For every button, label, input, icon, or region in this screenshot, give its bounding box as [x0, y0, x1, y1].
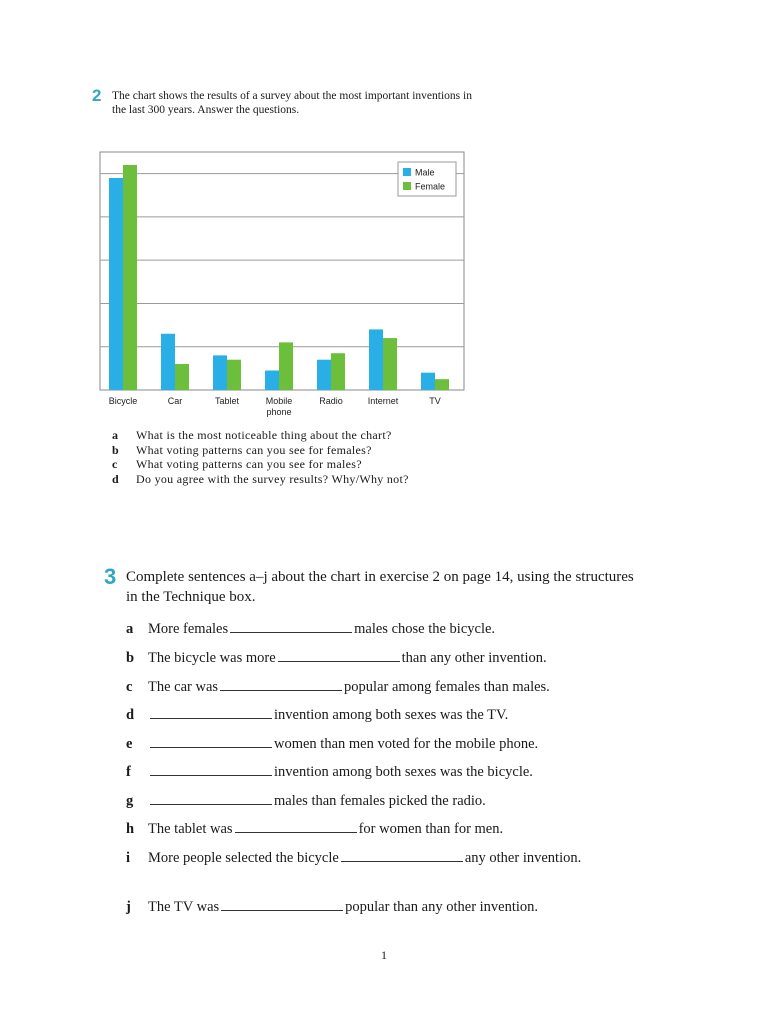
answer-blank[interactable] — [235, 820, 357, 833]
sentence-text-after: popular than any other invention. — [345, 899, 539, 915]
question-text: What voting patterns can you see for females? — [136, 442, 372, 457]
bar-female — [227, 360, 241, 390]
sentence-letter: i — [126, 850, 131, 866]
legend-label: Male — [415, 167, 435, 178]
bar-male — [421, 373, 435, 390]
question-item — [112, 428, 452, 443]
exercise-2-questions — [112, 428, 452, 486]
sentence-letter: f — [126, 764, 131, 780]
sentence-letter: a — [126, 621, 134, 637]
legend-swatch — [403, 182, 411, 190]
sentence-item — [126, 619, 626, 639]
question-item — [112, 443, 452, 458]
sentence-text-after: any other invention. — [464, 850, 582, 866]
sentence-text-after: popular among females than males. — [344, 679, 550, 695]
x-tick-label: Mobile — [265, 396, 293, 406]
sentence-item — [126, 819, 626, 839]
exercise-2-number: 2 — [92, 86, 102, 105]
sentence-body — [148, 848, 581, 868]
sentence-text-before: The bicycle was more — [148, 650, 276, 666]
question-item — [112, 472, 452, 487]
x-tick-label: Radio — [319, 396, 343, 406]
question-letter: c — [112, 457, 118, 471]
sentence-body — [148, 619, 495, 639]
sentence-body — [148, 897, 538, 917]
sentence-text-before: The TV was — [148, 899, 220, 915]
sentence-item — [126, 705, 626, 725]
x-tick-label: Bicycle — [108, 396, 138, 406]
x-tick-label: phone — [266, 407, 292, 417]
answer-blank[interactable] — [150, 763, 272, 776]
sentence-item — [126, 791, 626, 811]
exercise-3-number: 3 — [104, 564, 117, 589]
x-tick-label: TV — [429, 396, 441, 406]
answer-blank[interactable] — [230, 620, 352, 633]
answer-blank[interactable] — [150, 706, 272, 719]
sentence-body — [148, 819, 503, 839]
question-letter: d — [112, 471, 119, 486]
sentence-text-after: invention among both sexes was the bicycle. — [274, 764, 533, 780]
sentence-text-after: invention among both sexes was the TV. — [274, 707, 509, 723]
sentence-letter: g — [126, 793, 134, 809]
sentence-body — [148, 705, 508, 725]
sentence-letter: j — [126, 899, 131, 915]
bar-male — [109, 178, 123, 390]
sentence-letter: d — [126, 707, 135, 723]
sentence-letter: b — [126, 650, 135, 666]
x-tick-label: Internet — [367, 396, 399, 406]
page-number: 1 — [381, 948, 387, 962]
sentence-text-before: The car was — [148, 679, 219, 695]
question-text: What is the most noticeable thing about the chart? — [136, 428, 392, 442]
sentence-letter: h — [126, 821, 135, 837]
question-item — [112, 457, 452, 472]
sentence-item — [126, 848, 626, 868]
sentence-text-before: More females — [148, 621, 229, 637]
sentence-text-before: More people selected the bicycle — [148, 850, 339, 866]
answer-blank[interactable] — [221, 898, 343, 911]
sentence-text-after: males than females picked the radio. — [274, 793, 486, 809]
question-letter: a — [112, 428, 119, 442]
bar-male — [265, 371, 279, 390]
bar-female — [435, 379, 449, 390]
question-letter: b — [112, 442, 119, 457]
answer-blank[interactable] — [278, 649, 400, 662]
sentence-body — [148, 762, 533, 782]
legend-swatch — [403, 168, 411, 176]
sentence-item — [126, 734, 626, 754]
sentence-letter: c — [126, 679, 133, 695]
sentence-item — [126, 648, 626, 668]
x-tick-label: Tablet — [214, 396, 240, 406]
sentence-body — [148, 677, 550, 697]
exercise-3-intro: Complete sentences a–j about the chart in exercise 2 on page 14, using the structures in the Technique box. — [126, 569, 634, 605]
bar-female — [331, 353, 345, 390]
sentence-text-after: women than men voted for the mobile phone. — [274, 736, 539, 752]
sentence-item — [126, 897, 626, 917]
bar-male — [317, 360, 331, 390]
sentence-body — [148, 648, 547, 668]
answer-blank[interactable] — [220, 678, 342, 691]
bar-female — [279, 342, 293, 390]
sentence-text-after: than any other invention. — [401, 650, 547, 666]
x-tick-label: Car — [167, 396, 183, 406]
sentence-item — [126, 677, 626, 697]
bar-chart — [96, 148, 468, 420]
bar-female — [383, 338, 397, 390]
question-text: What voting patterns can you see for males? — [136, 457, 362, 471]
question-text: Do you agree with the survey results? Why/Why not? — [136, 471, 409, 486]
sentence-body — [148, 791, 486, 811]
answer-blank[interactable] — [150, 735, 272, 748]
sentence-text-before: The tablet was — [148, 821, 233, 837]
sentence-text-after: for women than for men. — [358, 821, 504, 837]
sentence-item — [126, 762, 626, 782]
bar-male — [213, 355, 227, 390]
bar-male — [369, 329, 383, 390]
bar-female — [175, 364, 189, 390]
sentence-body — [148, 734, 538, 754]
legend-label: Female — [415, 181, 446, 192]
sentence-text-after: males chose the bicycle. — [354, 621, 496, 637]
answer-blank[interactable] — [341, 849, 463, 862]
sentence-letter: e — [126, 736, 133, 752]
exercise-2-intro: The chart shows the results of a survey about the most important inventions in the last 300 years. Answer the questions. — [112, 90, 472, 116]
bar-male — [161, 334, 175, 390]
answer-blank[interactable] — [150, 792, 272, 805]
bar-female — [123, 165, 137, 390]
